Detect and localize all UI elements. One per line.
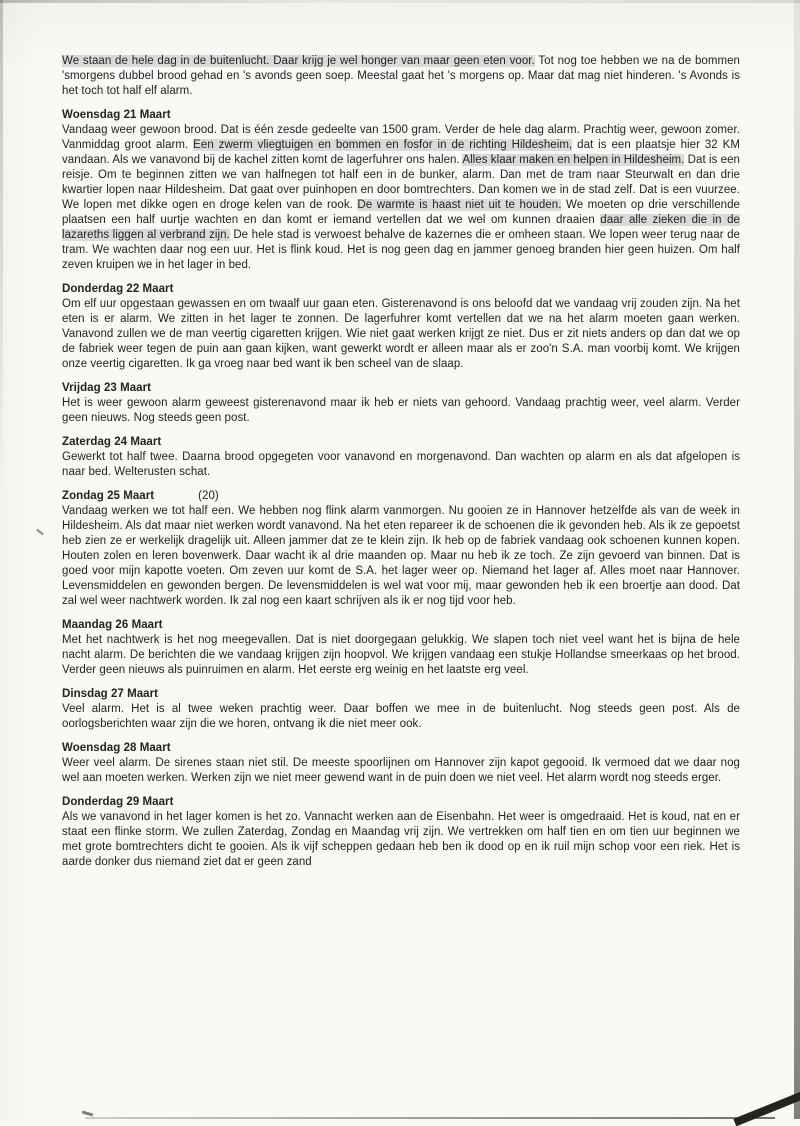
entry-paragraph xyxy=(62,756,740,786)
scan-corner-artifact xyxy=(733,1090,800,1126)
entry-heading: Dinsdag 27 Maart xyxy=(62,688,159,700)
scan-edge-left-artifact xyxy=(0,0,3,504)
diary-entry xyxy=(62,687,740,732)
entry-paragraph xyxy=(62,123,740,273)
entry-page-note: (20) xyxy=(198,490,219,502)
diary-entry xyxy=(62,54,740,99)
diary-entry xyxy=(62,489,740,609)
paragraph-text: Dat is een reisje. Om te beginnen zitten we van halfnegen tot half een in de bunker, alarm. Dan met de tram naar Steurwalt en dan drie kwartier lopen naar Hildesheim. Dat gaat over puinhopen en door bomtrechters. Dan komen we in de stad zelf. Dat is een vuurzee. We lopen met dikke ogen en droge kelen van de rook. xyxy=(62,154,740,211)
paragraph-text: dat is een plaatsje hier 32 KM vandaan. Als we vanavond bij de kachel zitten komt de lagerfuhrer ons halen. xyxy=(62,139,740,166)
highlighted-text: We staan de hele dag in de buitenlucht. Daar krijg je wel honger van maar geen eten voor. xyxy=(62,55,535,67)
entry-paragraph xyxy=(62,297,740,372)
entry-heading: Maandag 26 Maart xyxy=(62,619,163,631)
highlighted-text: Een zwerm vliegtuigen en bommen en fosfor in de richting Hildesheim, xyxy=(193,139,573,151)
entry-paragraph xyxy=(62,54,740,99)
paragraph-text: Met het nachtwerk is het nog meegevallen. Dat is niet doorgegaan gelukkig. We slapen toch niet veel want het is bijna de hele nacht alarm. De berichten die we vandaag krijgen zijn hoopvol. We krijgen vandaag een stukje Hollandse smeerkaas op het brood. Verder geen nieuws als puinruimen en alarm. Het eerste erg weinig en het laatste erg veel. xyxy=(62,634,740,676)
scan-stray-mark xyxy=(36,529,43,536)
highlighted-text: De warmte is haast niet uit te houden. xyxy=(357,199,562,211)
highlighted-text: Alles klaar maken en helpen in Hildesheim. xyxy=(462,154,685,166)
paragraph-text: Vandaag weer gewoon brood. Dat is één zesde gedeelte van 1500 gram. Verder de hele dag alarm. Prachtig weer, gewoon zomer. Vanmiddag groot alarm. xyxy=(62,124,740,151)
diary-entry xyxy=(62,108,740,273)
entry-heading: Zondag 25 Maart (20) xyxy=(62,490,219,502)
highlighted-text: daar alle zieken die in de lazareths liggen al verbrand zijn. xyxy=(62,214,740,241)
entry-heading: Woensdag 21 Maart xyxy=(62,109,171,121)
entry-paragraph xyxy=(62,702,740,732)
paragraph-text: Tot nog toe hebben we na de bommen 'smorgens dubbel brood gehad en 's avonds geen soep. Meestal gaat het 's morgens op. Maar dat mag niet hinderen. 's Avonds is het toch tot half elf alarm. xyxy=(62,55,740,97)
paragraph-text: Het is weer gewoon alarm geweest gisterenavond maar ik heb er niets van gehoord. Vandaag prachtig weer, veel alarm. Verder geen nieuws. Nog steeds geen post. xyxy=(62,397,740,424)
paragraph-text: Veel alarm. Het is al twee weken prachtig weer. Daar boffen we mee in de buitenlucht. Nog steeds geen post. Als de oorlogsberichten waar zijn die we horen, ontvang ik die niet meer ook. xyxy=(62,703,740,730)
entry-paragraph xyxy=(62,810,740,870)
entry-heading: Vrijdag 23 Maart xyxy=(62,382,152,394)
paragraph-text: Om elf uur opgestaan gewassen en om twaalf uur gaan eten. Gisterenavond is ons beloofd dat we vandaag vrij zouden zijn. Na het eten is er alarm. We zitten in het lager te zonnen. De lagerfuhrer komt vertellen dat we na het alarm moeten gaan werken. Vanavond zullen we de man veertig cigaretten krijgen. Wie niet gaat werken krijgt ze niet. Dus er zit niets anders op dan dat we op de fabriek weer tegen de puin aan gaan kijken, want gewerkt wordt er alleen maar als er zoo'n S.A. man voorbij komt. We krijgen onze veertig cigaretten. Ik ga vroeg naar bed want ik ben scheel van de slaap. xyxy=(62,298,740,370)
paragraph-text: Gewerkt tot half twee. Daarna brood opgegeten voor vanavond en morgenavond. Dan wachten op alarm en als dat afgelopen is naar bed. Welterusten schat. xyxy=(62,451,740,478)
diary-entry xyxy=(62,435,740,480)
paragraph-text: De hele stad is verwoest behalve de kazernes die er omheen staan. We lopen weer terug naar de tram. We wachten daar nog een uur. Het is flink koud. Het is nog geen dag en jammer genoeg branden hier geen huizen. Om half zeven kruipen we in het lager in bed. xyxy=(62,229,740,271)
entry-heading: Donderdag 29 Maart xyxy=(62,796,174,808)
entry-paragraph xyxy=(62,633,740,678)
diary-entry xyxy=(62,741,740,786)
paragraph-text: Als we vanavond in het lager komen is het zo. Vannacht werken aan de Eisenbahn. Het weer is omgedraaid. Het is koud, nat en er staat een flinke storm. We zullen Zaterdag, Zondag en Maandag vrij zijn. We vertrekken om half tien en om tien uur beginnen we met grote bomtrechters dicht te gooien. Als ik vijf scheppen gedaan heb ben ik dood op en ik ruil mijn schop voor een riek. Het is aarde donker dus niemand ziet dat er geen zand xyxy=(62,811,740,868)
diary-entries xyxy=(62,54,740,870)
diary-entry xyxy=(62,795,740,870)
entry-heading: Zaterdag 24 Maart xyxy=(62,436,162,448)
entry-paragraph xyxy=(62,396,740,426)
entry-heading: Donderdag 22 Maart xyxy=(62,283,174,295)
entry-heading: Woensdag 28 Maart xyxy=(62,742,171,754)
entry-paragraph xyxy=(62,504,740,609)
diary-entry xyxy=(62,381,740,426)
scan-speck-artifact xyxy=(82,1111,93,1117)
scan-edge-top-artifact xyxy=(0,0,800,3)
entry-paragraph xyxy=(62,450,740,480)
diary-entry xyxy=(62,282,740,372)
paragraph-text: Weer veel alarm. De sirenes staan niet stil. De meeste spoorlijnen om Hannover zijn kapot gegooid. Ik vermoed dat we daar nog wel aan moeten werken. Werken zijn we niet meer gewend want in de puin doen we niet veel. Het alarm wordt nog steeds erger. xyxy=(62,757,740,784)
paragraph-text: Vandaag werken we tot half een. We hebben nog flink alarm vanmorgen. Nu gooien ze in Hannover hetzelfde als van de week in Hildesheim. Als dat maar niet werken wordt vanavond. Na het eten repareer ik de schoenen die ik gevonden heb. Als ik ze gepoetst heb zien ze er werkelijk dragelijk uit. Alleen jammer dat ze te klein zijn. Ik heb op de fabriek vandaag ook schoenen kunnen kopen. Houten zolen en leren bovenwerk. Daar wacht ik al drie maanden op. Maar nu heb ik ze toch. Ze zijn gevoerd van binnen. Dat is goed voor mijn kapotte voeten. Om zeven uur komt de S.A. het lager weer op. Niemand het lager af. Alles moet naar Hannover. Levensmiddelen en gewonden bergen. De levensmiddelen is wel wat voor mij, maar gewonden heb ik een broertje aan dood. Dat zal wel weer nachtwerk worden. Ik zal nog een kaart schrijven als ik er nog tijd voor heb. xyxy=(62,505,740,607)
scan-edge-right-artifact xyxy=(794,0,800,1119)
diary-entry xyxy=(62,618,740,678)
paragraph-text: We moeten op drie verschillende plaatsen een half uurtje wachten en dan komt er iemand vertellen dat we wel om kunnen draaien xyxy=(62,199,741,226)
